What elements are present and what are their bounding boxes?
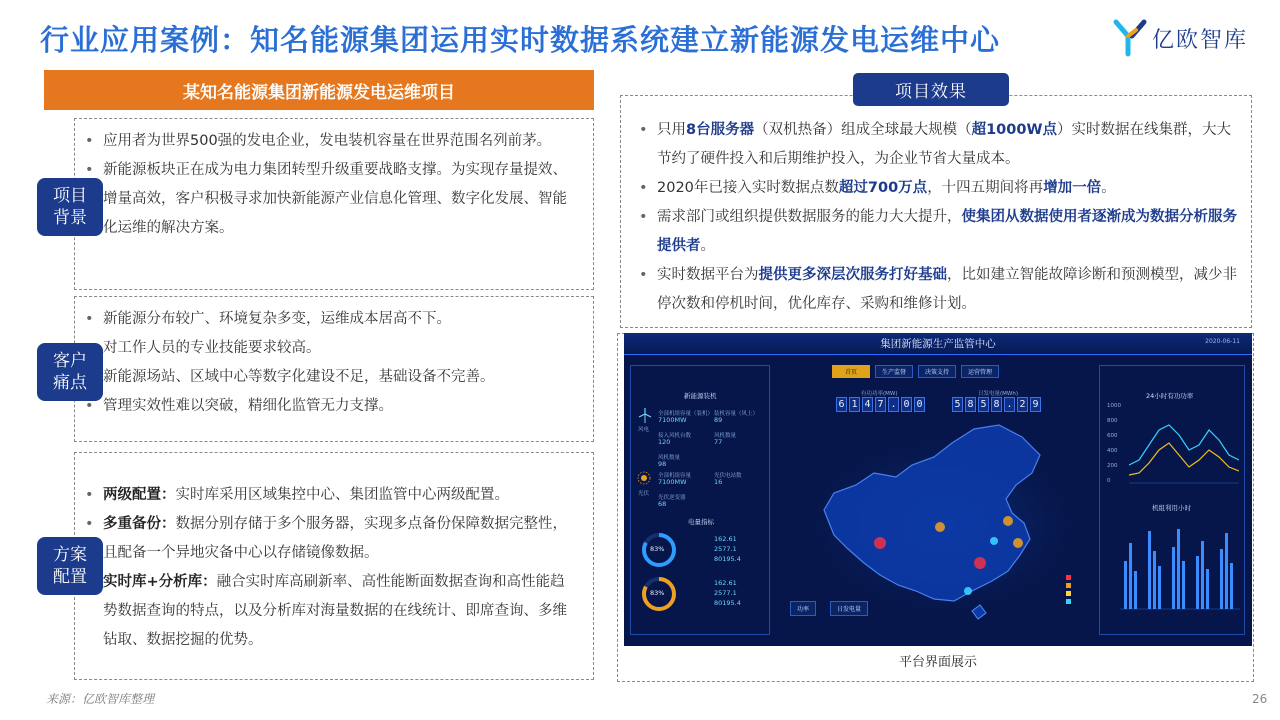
counter-digit: 8 — [965, 397, 976, 412]
gauge-percent: 83% — [650, 589, 665, 597]
bullet-item — [103, 305, 579, 334]
logo — [1112, 18, 1248, 58]
counter-digit: 2 — [1017, 397, 1028, 412]
pain-points-section — [74, 296, 594, 442]
counter-digit: 7 — [875, 397, 886, 412]
bullet-emphasis: 超过700万点 — [838, 180, 928, 196]
stat-value: 7100MW — [658, 478, 687, 486]
bar — [1201, 541, 1204, 609]
map-hotspot-orange — [935, 522, 945, 532]
gauge-percent: 83% — [650, 545, 665, 553]
source-note: 来源：亿欧智库整理 — [46, 692, 155, 706]
stat-value: 98 — [658, 460, 667, 468]
bullet-item — [103, 156, 579, 243]
gauge-value: 2577.1 — [714, 545, 737, 553]
map-hotspot-red — [874, 537, 886, 549]
bottom-tab[interactable]: 功率 — [790, 601, 816, 616]
map-hotspot-red — [974, 557, 986, 569]
page-number: 26 — [1252, 692, 1268, 706]
bullet-text: 数据分别存储于多个服务器，实现多点备份保障数据完整性，且配备一个异地灾备中心以存储镜像数据。 — [103, 516, 567, 561]
gauge-value: 80195.4 — [714, 599, 741, 607]
dashboard-tab[interactable]: 决策支持 — [918, 365, 956, 378]
bullet-text: ）实时数据在线集群，大大节约了硬件投入和后期维护投入，为企业节省大量成本。 — [657, 122, 1231, 167]
dashboard-caption: 平台界面展示 — [898, 654, 977, 670]
bullet-text: 只用 — [657, 122, 686, 138]
power-line-chart — [1129, 405, 1239, 485]
dashboard-screenshot — [624, 333, 1252, 646]
y-tick-label: 600 — [1107, 433, 1118, 439]
dashboard-tab[interactable]: 首页 — [832, 365, 870, 378]
stat-value: 7100MW — [658, 416, 687, 424]
wind-turbine-icon — [638, 407, 652, 423]
counter-digit: 4 — [862, 397, 873, 412]
gauge-value: 2577.1 — [714, 589, 737, 597]
china-map — [794, 415, 1094, 625]
logo-text: 亿欧智库 — [1152, 27, 1249, 53]
bullet-item — [657, 203, 1237, 261]
counter-digit: 0 — [914, 397, 925, 412]
stat-label: 接入风机台数 — [658, 433, 692, 439]
map-hotspot-orange — [1003, 516, 1013, 526]
counter-digit: 5 — [978, 397, 989, 412]
solution-tag: 方案配置 — [37, 537, 103, 595]
stat-value: 89 — [714, 416, 723, 424]
pain-points-list — [103, 305, 579, 421]
bullet-item — [103, 568, 579, 655]
dashboard-tab[interactable]: 生产监督 — [875, 365, 913, 378]
bullet-text: 对工作人员的专业技能要求较高。 — [103, 340, 321, 356]
bullet-text: 。 — [1101, 180, 1116, 196]
map-hotspot-orange — [1013, 538, 1023, 548]
counter-digit: . — [888, 397, 899, 412]
stat-value: 120 — [658, 438, 671, 446]
bullet-text: 2020年已接入实时数据点数 — [657, 180, 839, 196]
bar — [1225, 533, 1228, 609]
dashboard-tabs — [832, 365, 999, 378]
bullet-item — [103, 334, 579, 363]
counter1-label: 有功功率(MW) — [861, 391, 898, 397]
bullet-emphasis: 增加一倍 — [1043, 180, 1102, 196]
bar — [1220, 549, 1223, 609]
bullet-text: 需求部门或组织提供数据服务的能力大大提升， — [657, 209, 962, 225]
chart1-title: 24小时有功功率 — [1146, 392, 1194, 400]
bullet-item — [657, 261, 1237, 319]
bullet-text: 。 — [700, 238, 715, 254]
bar — [1129, 543, 1132, 609]
bullet-text: 新能源分布较广、环境复杂多变，运维成本居高不下。 — [103, 311, 451, 327]
bullet-text: 实时数据平台为 — [657, 267, 759, 283]
bullet-emphasis: 超1000W点 — [971, 122, 1057, 138]
stat-label: 光伏电站数 — [714, 473, 742, 479]
stat-label: 装机容量（风上） — [714, 411, 759, 417]
bullet-item — [103, 510, 579, 568]
bullet-item — [103, 481, 579, 510]
y-tick-label: 400 — [1107, 448, 1118, 454]
bar — [1153, 551, 1156, 609]
counter2-label: 日发电量(MWh) — [978, 391, 1018, 397]
bar — [1206, 569, 1209, 609]
power-title: 电量指标 — [688, 518, 714, 526]
bullet-emphasis: 两级配置： — [103, 487, 176, 503]
bar — [1148, 531, 1151, 609]
dashboard-date: 2020-06-11 — [1205, 338, 1240, 345]
power-line-series-yellow — [1129, 443, 1239, 475]
counter-digit: . — [1004, 397, 1015, 412]
bullet-text: 实时库采用区域集控中心、集团监管中心两级配置。 — [175, 487, 509, 503]
bullet-emphasis: 提供更多深层次服务打好基础 — [758, 267, 947, 283]
wind-label: 风电 — [638, 427, 650, 433]
bullet-item — [103, 392, 579, 421]
bullet-text: （双机热备）组成全球最大规模（ — [754, 122, 972, 138]
map-hotspot-blue — [964, 587, 972, 595]
dashboard-title — [624, 333, 1252, 355]
bullet-text: ，十四五期间将再 — [927, 180, 1044, 196]
gauge-value: 162.61 — [714, 535, 737, 543]
solar-icon — [637, 471, 651, 485]
bar — [1177, 529, 1180, 609]
stat-label: 全部机组容量（装机） — [658, 411, 714, 417]
stat-value: 16 — [714, 478, 723, 486]
stat-label: 光伏逆变器 — [658, 495, 686, 501]
bar — [1158, 566, 1161, 609]
bullet-text: 应用者为世界500强的发电企业，发电装机容量在世界范围名列前茅。 — [103, 133, 552, 149]
y-tick-label: 0 — [1107, 478, 1111, 484]
page-title: 行业应用案例：知名能源集团运用实时数据系统建立新能源发电运维中心 — [40, 23, 1001, 57]
counter-digit: 1 — [849, 397, 860, 412]
bullet-text: 管理实效性难以突破，精细化监管无力支撑。 — [103, 398, 393, 414]
bullet-emphasis: 使集团从数据使用者逐渐成为数据分析服务提供者 — [657, 209, 1237, 254]
solar-label: 光伏 — [638, 491, 650, 497]
effect-tag: 项目效果 — [853, 73, 1009, 106]
bullet-item — [657, 116, 1237, 174]
power-line-series-blue — [1129, 425, 1239, 465]
effect-section — [620, 95, 1252, 328]
active-power-counter — [836, 397, 925, 412]
dashboard-title-text: 集团新能源生产监管中心 — [880, 338, 996, 350]
gauge-value: 162.61 — [714, 579, 737, 587]
bar — [1134, 571, 1137, 609]
map-legend — [1066, 575, 1071, 580]
counter-digit: 5 — [952, 397, 963, 412]
gauge-value: 80195.4 — [714, 555, 741, 563]
bar — [1196, 556, 1199, 609]
bar — [1124, 561, 1127, 609]
y-tick-label: 1000 — [1107, 403, 1121, 409]
bullet-text: 新能源场站、区域中心等数字化建设不足，基础设备不完善。 — [103, 369, 495, 385]
bullet-text: 新能源板块正在成为电力集团转型升级重要战略支撑。为实现存量提效、增量高效，客户积极寻求加快新能源产业信息化管理、数字化发展、智能化运维的解决方案。 — [103, 162, 567, 236]
stat-value: 68 — [658, 500, 667, 508]
pain-points-tag: 客户痛点 — [37, 343, 103, 401]
bullet-text: 融合实时库高刷新率、高性能断面数据查询和高性能趋势数据查询的特点，以及分析库对海量数据的在线统计、即席查询、多维钻取、数据挖掘的优势。 — [103, 574, 567, 648]
counter-digit: 9 — [1030, 397, 1041, 412]
bullet-emphasis: 实时库+分析库： — [103, 574, 217, 590]
bottom-tab[interactable]: 日发电量 — [830, 601, 868, 616]
chart2-title: 机组利用小时 — [1152, 504, 1191, 512]
stat-value: 77 — [714, 438, 723, 446]
background-tag: 项目背景 — [37, 178, 103, 236]
stat-label: 全部机组容量 — [658, 473, 692, 479]
bar — [1172, 547, 1175, 609]
counter-digit: 0 — [901, 397, 912, 412]
counter-digit: 6 — [836, 397, 847, 412]
bullet-item — [103, 127, 579, 156]
project-header: 某知名能源集团新能源发电运维项目 — [44, 70, 594, 110]
yiou-logo-icon — [1112, 18, 1148, 58]
bullet-text: ，比如建立智能故障诊断和预测模型，减少非停次数和停机时间，优化库存、采购和维修计划。 — [657, 267, 1237, 312]
dashboard-tab[interactable]: 运营管理 — [961, 365, 999, 378]
effect-list — [657, 116, 1237, 319]
background-list — [103, 127, 579, 243]
solution-list — [103, 481, 579, 655]
bar — [1182, 561, 1185, 609]
solution-section — [74, 452, 594, 680]
utilization-bar-chart — [1120, 521, 1240, 611]
left-panel-title: 新能源装机 — [684, 392, 717, 400]
background-section — [74, 118, 594, 290]
daily-generation-counter — [952, 397, 1041, 412]
stat-label: 风机数量 — [714, 433, 737, 439]
bullet-item — [657, 174, 1237, 203]
y-tick-label: 800 — [1107, 418, 1118, 424]
bar — [1230, 563, 1233, 609]
counter-digit: 8 — [991, 397, 1002, 412]
bullet-emphasis: 8台服务器 — [686, 122, 755, 138]
bullet-item — [103, 363, 579, 392]
y-tick-label: 200 — [1107, 463, 1118, 469]
bullet-emphasis: 多重备份： — [103, 516, 176, 532]
stat-label: 风机数量 — [658, 455, 681, 461]
map-hotspot-blue — [990, 537, 998, 545]
